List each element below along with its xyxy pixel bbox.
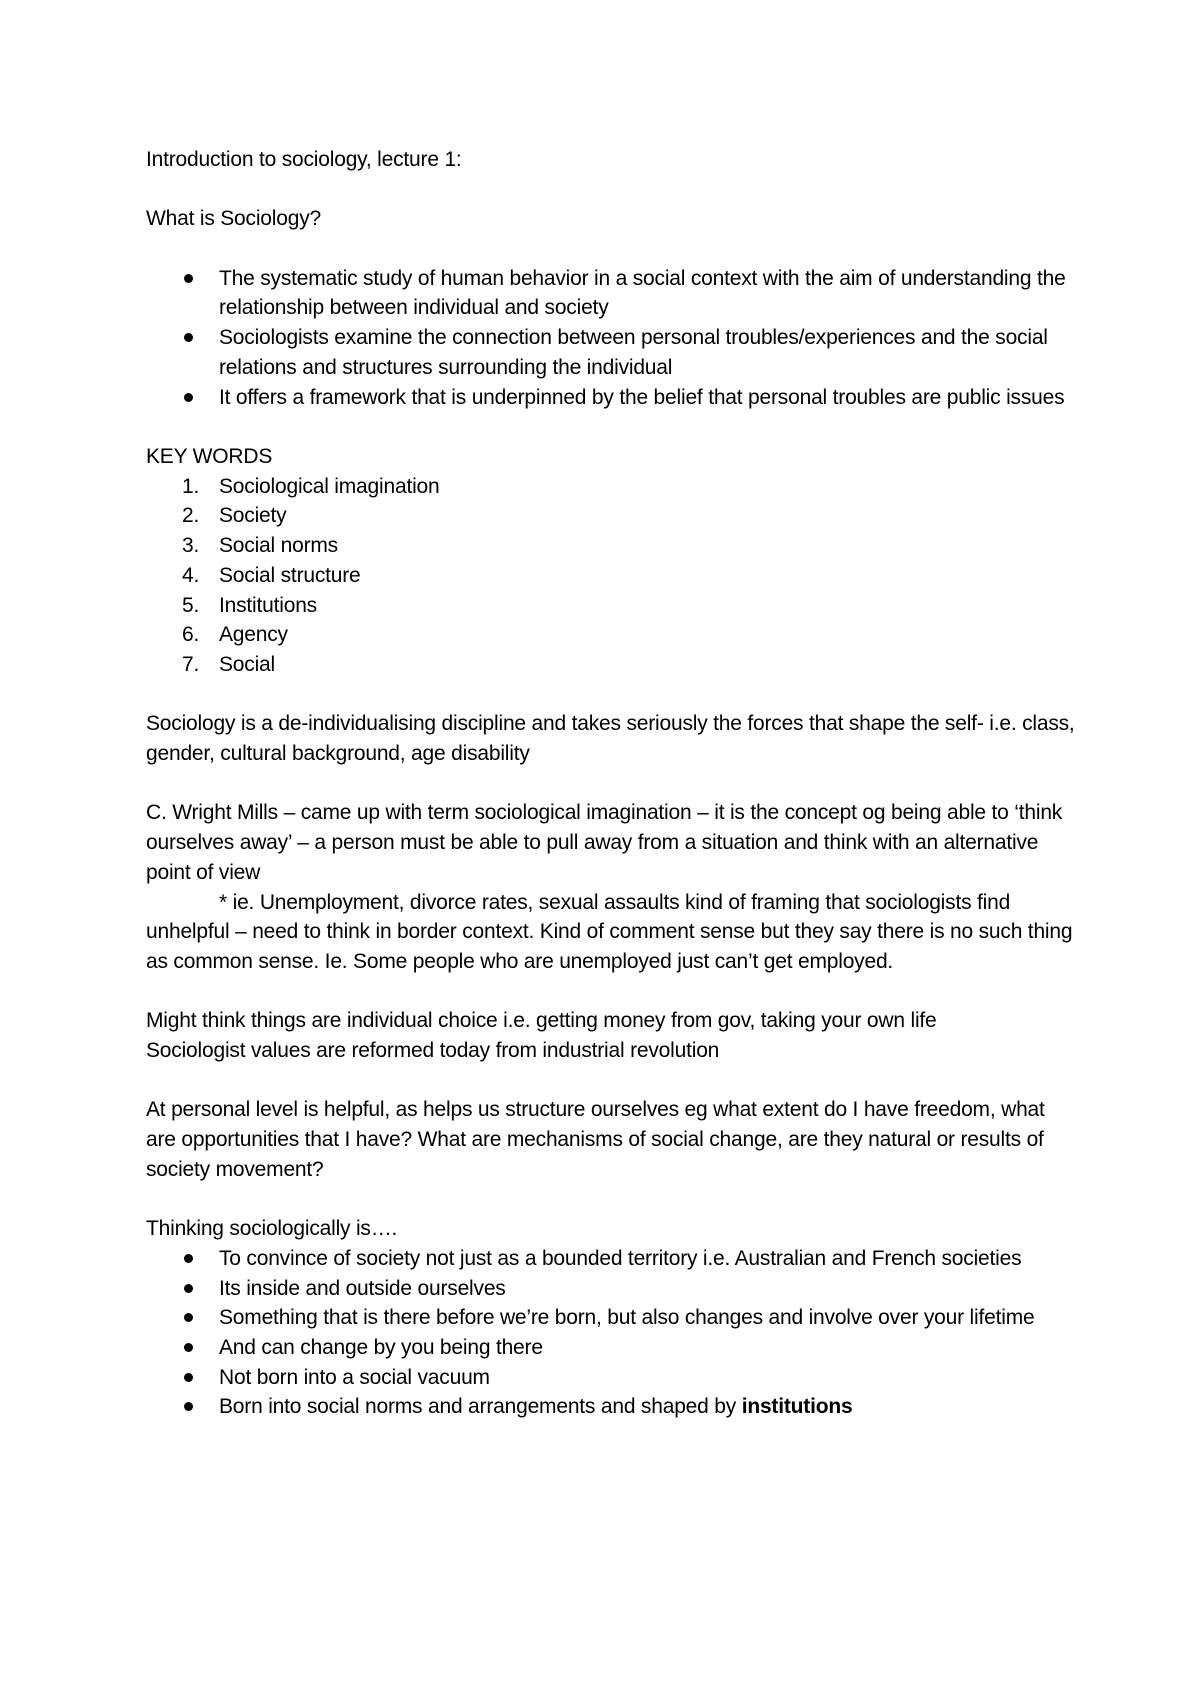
list-item xyxy=(146,620,1076,650)
thinking-heading: Thinking sociologically is…. xyxy=(146,1217,398,1241)
list-item xyxy=(146,1392,1076,1422)
list-item xyxy=(146,561,1076,591)
page-title: Introduction to sociology, lecture 1: xyxy=(146,148,462,171)
thinking-bullet-list xyxy=(146,1244,1076,1422)
bullet-icon xyxy=(184,393,193,402)
bullet-icon xyxy=(184,1284,193,1293)
list-item xyxy=(146,383,1076,413)
list-item xyxy=(146,650,1076,680)
bold-keyword: institutions xyxy=(741,1395,853,1419)
keywords-heading: KEY WORDS xyxy=(146,444,273,468)
list-item xyxy=(146,501,1076,531)
paragraph-wright-mills: C. Wright Mills – came up with term sociological imagination – it is the concept og being able to ‘think ourselves away’ – a person must be able to pull away from a situation and think with an alternative point of view xyxy=(146,801,1063,884)
list-number: 6. xyxy=(182,623,200,647)
list-item-text: Something that is there before we’re born, but also changes and involve over your lifetime xyxy=(219,1306,1035,1330)
bullet-icon xyxy=(184,274,193,283)
list-item xyxy=(146,1274,1076,1304)
list-item-text: Social xyxy=(219,652,275,676)
list-number: 1. xyxy=(182,474,200,498)
list-item-text: Agency xyxy=(219,623,288,647)
keywords-list xyxy=(146,472,1076,680)
paragraph-individual-choice: Might think things are individual choice i.e. getting money from gov, taking your own life xyxy=(146,1009,937,1033)
list-number: 7. xyxy=(182,652,200,676)
bullet-icon xyxy=(184,1343,193,1352)
definition-bullet-list xyxy=(146,264,1076,413)
paragraph-example: * ie. Unemployment, divorce rates, sexual assaults kind of framing that sociologists find unhelpful – need to think in border context. Kind of comment sense but they say there is no such thing as common sense. Ie. Some people who are unemployed just can’t get employed. xyxy=(146,890,1073,973)
list-item xyxy=(146,264,1076,323)
list-item-text: Institutions xyxy=(219,593,317,617)
list-item xyxy=(146,591,1076,621)
bullet-icon xyxy=(184,333,193,342)
section-question: What is Sociology? xyxy=(146,207,321,231)
list-item-text: The systematic study of human behavior in a social context with the aim of understanding the relationship between individual and society xyxy=(219,266,1066,320)
list-item-text: It offers a framework that is underpinned by the belief that personal troubles are public issues xyxy=(219,385,1065,409)
list-item-text: Society xyxy=(219,504,287,528)
list-item-text: Social norms xyxy=(219,534,338,558)
list-item xyxy=(146,472,1076,502)
document-body xyxy=(146,145,1076,1422)
list-item xyxy=(146,1244,1076,1274)
list-number: 5. xyxy=(182,593,200,617)
list-item xyxy=(146,1363,1076,1393)
list-number: 3. xyxy=(182,534,200,558)
list-item-text: Not born into a social vacuum xyxy=(219,1365,490,1389)
list-item xyxy=(146,323,1076,382)
bullet-icon xyxy=(184,1254,193,1263)
list-item-text: Sociological imagination xyxy=(219,474,440,498)
list-item-text: And can change by you being there xyxy=(219,1336,543,1359)
list-item-text: Social structure xyxy=(219,563,361,587)
list-item xyxy=(146,531,1076,561)
paragraph-deindividualising: Sociology is a de-individualising discipline and takes seriously the forces that shape the self- i.e. class, gender, cultural background, age disability xyxy=(146,712,1075,765)
paragraph-personal-level: At personal level is helpful, as helps us structure ourselves eg what extent do I have freedom, what are opportunities that I have? What are mechanisms of social change, are they natural or results of society movement? xyxy=(146,1098,1045,1181)
bullet-icon xyxy=(184,1313,193,1322)
list-item xyxy=(146,1333,1076,1363)
list-item-text: To convince of society not just as a bounded territory i.e. Australian and French societies xyxy=(219,1246,1022,1270)
bullet-icon xyxy=(184,1373,193,1382)
list-item-text: Sociologists examine the connection between personal troubles/experiences and the social relations and structures surrounding the individual xyxy=(219,326,1048,379)
list-item xyxy=(146,1303,1076,1333)
list-number: 2. xyxy=(182,504,200,528)
paragraph-sociologist-values: Sociologist values are reformed today from industrial revolution xyxy=(146,1039,720,1062)
list-item-text: Born into social norms and arrangements and shaped by xyxy=(219,1395,742,1419)
list-item-text: Its inside and outside ourselves xyxy=(219,1276,506,1300)
bullet-icon xyxy=(184,1402,193,1411)
list-number: 4. xyxy=(182,563,200,587)
